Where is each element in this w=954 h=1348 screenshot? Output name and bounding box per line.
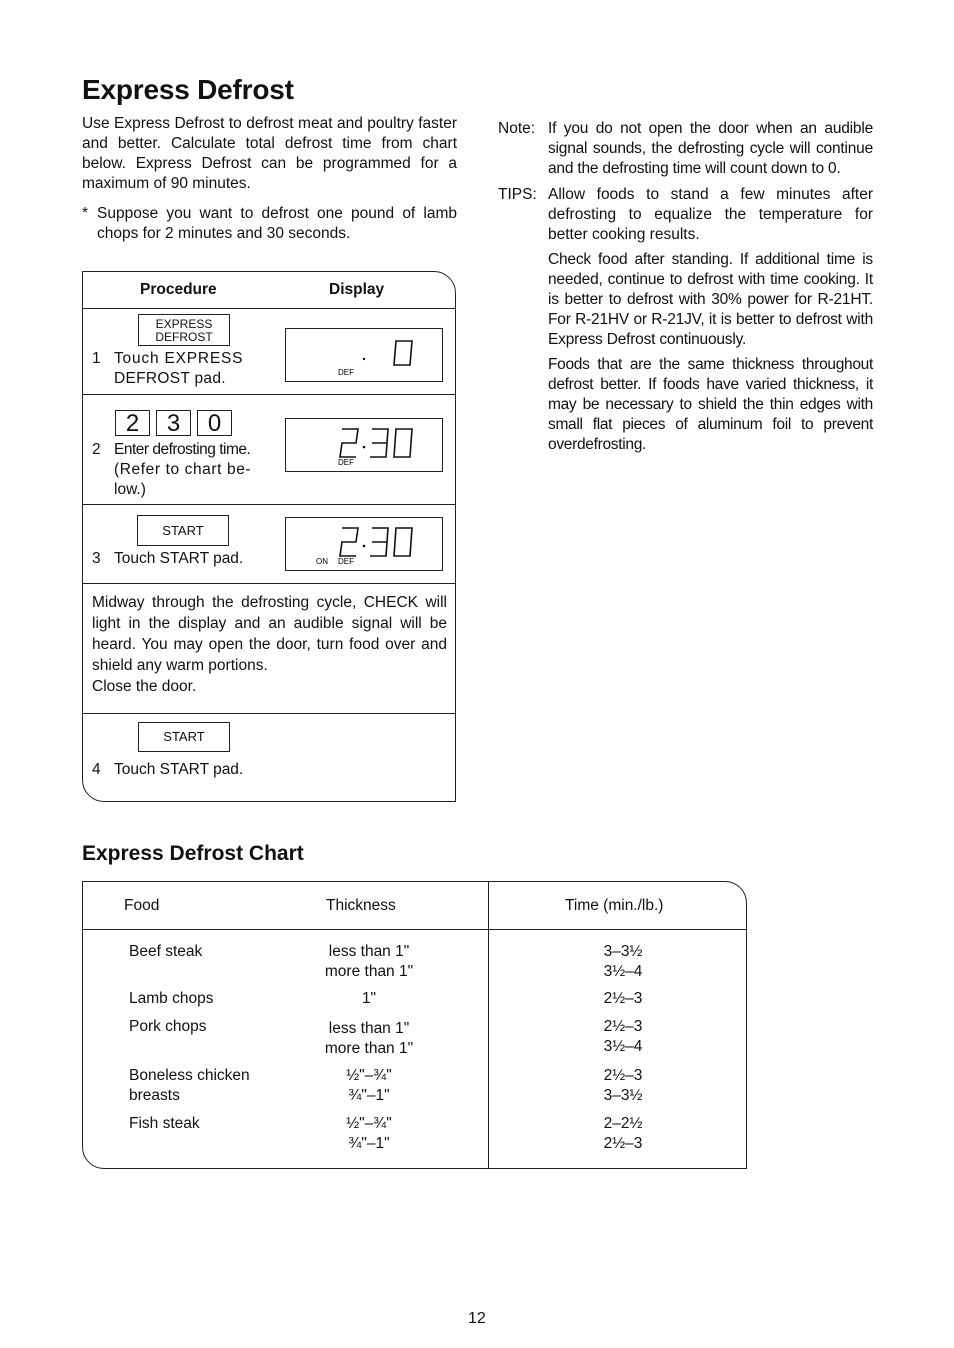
tip-3: Foods that are the same thickness throughout defrost better. If foods have varied thickness, it may be necessary to shield the thin edges with small flat pieces of aluminum foil to prevent overdefrosting. (548, 356, 873, 453)
midway-text: Midway through the defrosting cycle, CHECK will light in the display and an audible signal will be heard. You may open the door, turn food over and shield any warm portions. (92, 594, 447, 674)
midway-instructions (92, 592, 447, 697)
intro-paragraph: Use Express Defrost to defrost meat and poultry faster and better. Calculate total defrost time from chart below. Express Defrost can be programmed for a maximum of 90 minutes. (82, 115, 457, 192)
express-defrost-pad (138, 314, 230, 346)
step-1-line1: Touch EXPRESS (114, 350, 244, 367)
time-cell: 2½–3 3½–4 (603, 1018, 643, 1055)
step-3-text: Touch START pad. (114, 550, 244, 567)
asterisk: * (82, 205, 89, 222)
page-number: 12 (468, 1310, 486, 1327)
step-2-line3: low.) (114, 481, 146, 498)
display-readout (286, 419, 444, 473)
thickness-cell: ½"–¾" ¾"–1" (346, 1115, 392, 1152)
note-text: If you do not open the door when an audible signal sounds, the defrosting cycle will continue and the defrosting time will count down to 0. (548, 120, 873, 177)
step-number: 2 (92, 441, 101, 458)
start-pad: START (138, 722, 230, 752)
food-cell: Boneless chicken breasts (129, 1067, 250, 1104)
time-cell: 2–2½ 2½–3 (603, 1115, 643, 1152)
chart-title: Express Defrost Chart (82, 842, 304, 865)
example-text: Suppose you want to defrost one pound of lamb chops for 2 minutes and 30 seconds. (97, 205, 457, 242)
key-2: 2 (115, 410, 150, 436)
food-cell: Fish steak (129, 1115, 200, 1132)
display-readout (286, 518, 444, 572)
step-number: 3 (92, 550, 101, 567)
defrost-chart-table (82, 881, 747, 1169)
display-heading: Display (329, 281, 385, 298)
step-1-line2: DEFROST pad. (114, 370, 226, 387)
tip-2: Check food after standing. If additional time is needed, continue to defrost with time cooking. It is better to defrost with 30% power for R-21HT. For R-21HV or R-21JV, it is better to defrost with Express Defrost continuously. (548, 251, 873, 348)
midway-close-door: Close the door. (92, 678, 197, 695)
key-3: 3 (156, 410, 191, 436)
step-1 (92, 349, 243, 389)
pad-label-line1: EXPRESS (155, 317, 213, 331)
food-column-header: Food (124, 897, 160, 914)
time-cell: 3–3½ 3½–4 (603, 943, 643, 980)
step-4 (92, 760, 243, 780)
procedure-box (82, 271, 456, 802)
procedure-heading: Procedure (140, 281, 217, 298)
tips-section (498, 185, 873, 460)
step-2-line1: Enter defrosting time. (114, 441, 251, 458)
step-number: 1 (92, 350, 102, 367)
page-title: Express Defrost (82, 74, 294, 105)
note-label: Note: (498, 120, 536, 137)
thickness-cell: less than 1" more than 1" (324, 1020, 414, 1057)
time-cell: 2½–3 (603, 990, 643, 1007)
def-indicator: DEF (338, 368, 354, 377)
pad-label-line2: DEFROST (155, 330, 213, 344)
start-pad: START (137, 515, 229, 546)
tips-label: TIPS: (498, 186, 537, 203)
tip-1: Allow foods to stand a few minutes after defrosting to equalize the temperature for better cooking results. (548, 186, 873, 243)
thickness-cell: 1" (361, 990, 377, 1007)
step-number: 4 (92, 761, 101, 778)
step-3 (92, 549, 243, 569)
step-2 (92, 440, 272, 500)
key-0: 0 (197, 410, 232, 436)
display-readout (286, 329, 444, 383)
time-cell: 2½–3 3–3½ (603, 1067, 643, 1104)
step-2-line2: (Refer to chart be- (114, 461, 252, 478)
procedure-header (83, 272, 455, 309)
display-step-1 (285, 328, 443, 382)
food-cell: Lamb chops (129, 990, 214, 1007)
display-step-3 (285, 517, 443, 571)
display-step-2 (285, 418, 443, 472)
thickness-cell: ½"–¾" ¾"–1" (346, 1067, 392, 1104)
note-section (498, 119, 873, 184)
food-cell: Beef steak (129, 943, 203, 960)
example-note (82, 204, 457, 244)
thickness-column-header: Thickness (326, 897, 396, 914)
def-indicator: DEF (338, 458, 354, 467)
thickness-cell: less than 1" more than 1" (324, 943, 414, 980)
def-indicator: DEF (338, 557, 354, 566)
time-column-header: Time (min./lb.) (565, 897, 664, 914)
food-cell: Pork chops (129, 1018, 207, 1035)
on-indicator: ON (316, 557, 328, 566)
step-4-text: Touch START pad. (114, 761, 244, 778)
